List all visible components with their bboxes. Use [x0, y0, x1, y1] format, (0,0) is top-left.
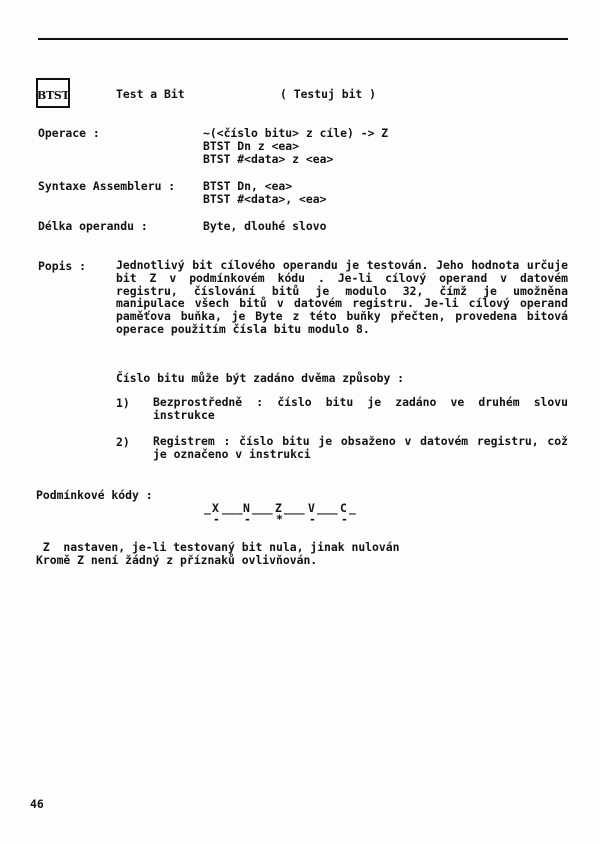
flag-x-state: - — [213, 512, 220, 526]
flag-x: X — [212, 501, 219, 515]
flag-n-state: - — [244, 512, 251, 526]
description-label: Popis : — [38, 259, 87, 273]
flag-v: V — [308, 501, 315, 515]
list-item-text: Registrem : číslo bitu je obsaženo v datovém registru, což je označeno v instrukci — [153, 434, 568, 461]
flag-underscores: _ — [204, 501, 211, 515]
flag-underscores: ___ — [222, 501, 243, 515]
flag-underscores: ___ — [252, 501, 273, 515]
condition-codes-label: Podmínkové kódy : — [36, 488, 153, 502]
mnemonic-label: BTST — [37, 89, 70, 102]
flag-underscores: ___ — [317, 501, 338, 515]
operation-line: BTST #<data> z <ea> — [203, 152, 334, 166]
syntax-label: Syntaxe Assembleru : — [38, 179, 176, 193]
list-item-number: 1) — [116, 396, 130, 410]
flag-v-state: - — [309, 512, 316, 526]
operand-size-value: Byte, dlouhé slovo — [203, 219, 327, 233]
flag-n: N — [243, 501, 250, 515]
flag-underscores: _ — [349, 501, 356, 515]
syntax-line: BTST #<data>, <ea> — [203, 192, 327, 206]
instruction-subtitle: ( Testuj bit ) — [280, 87, 377, 101]
operation-line: ~(<číslo bitu> z cíle) -> Z — [203, 126, 389, 140]
instruction-title: Test a Bit — [116, 87, 185, 101]
top-rule — [38, 38, 568, 40]
description-paragraph: Jednotlivý bit cílového operandu je testován. Jeho hodnota určuje bit Z v podmínkovém kódu . Je-li cílový operand v datovém registru, číslování bitů je modulo 32, čímž je umožněna manipulace všech bitů v datovém registru. Je-li cílový operand paměťova buňka, je Byte z této buňky přečten, provedena bitová operace použitím čísla bitu modulo 8. — [116, 258, 568, 336]
page-number: 46 — [30, 797, 44, 811]
description-intro: Číslo bitu může být zadáno dvěma způsoby : — [116, 371, 405, 385]
syntax-line: BTST Dn, <ea> — [203, 179, 293, 193]
flag-z: Z — [275, 501, 282, 515]
list-item-number: 2) — [116, 435, 130, 449]
flag-c-state: - — [341, 512, 348, 526]
operation-line: BTST Dn z <ea> — [203, 139, 300, 153]
flag-z-state: * — [276, 512, 283, 526]
operand-size-label: Délka operandu : — [38, 219, 148, 233]
list-item-text: Bezprostředně : číslo bitu je zadáno ve druhém slovu instrukce — [153, 395, 568, 422]
flag-underscores: ___ — [284, 501, 305, 515]
condition-note-line: Z nastaven, je-li testovaný bit nula, jinak nulován — [36, 540, 400, 554]
flag-c: C — [340, 501, 347, 515]
operation-label: Operace : — [38, 126, 100, 140]
condition-note-line: Kromě Z není žádný z příznaků ovlivňován. — [36, 553, 318, 567]
